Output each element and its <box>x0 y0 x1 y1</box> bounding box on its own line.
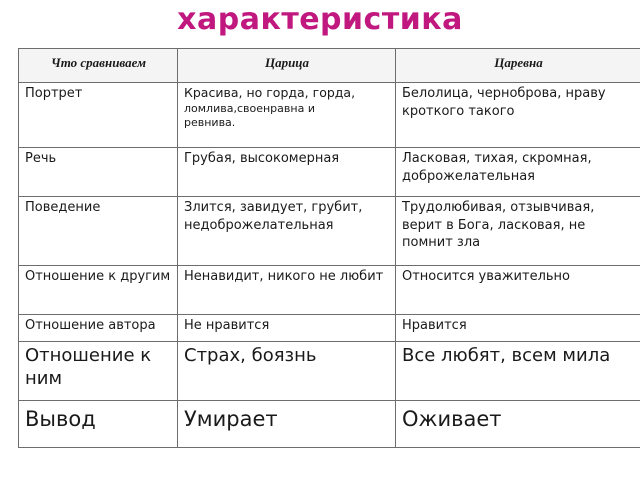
row-label-portrait: Портрет <box>19 83 178 148</box>
comparison-table <box>18 48 640 448</box>
table-row <box>19 315 640 342</box>
cell-tsaritsa-behavior: Злится, завидует, грубит, недоброжелательная <box>178 197 396 266</box>
cell-line: ревнива. <box>184 116 236 130</box>
cell-tsarevna-conclusion: Оживает <box>396 401 640 448</box>
table-row <box>19 266 640 315</box>
cell-tsarevna-attitude-to-them: Все любят, всем мила <box>396 342 640 401</box>
table-header-row <box>19 49 640 83</box>
cell-tsaritsa-speech: Грубая, высокомерная <box>178 148 396 197</box>
page-title: характеристика <box>177 2 463 37</box>
header-tsaritsa: Царица <box>178 49 396 83</box>
row-label-author-attitude: Отношение автора <box>19 315 178 342</box>
header-what-compared: Что сравниваем <box>19 49 178 83</box>
cell-tsarevna-author-attitude: Нравится <box>396 315 640 342</box>
cell-tsaritsa-author-attitude: Не нравится <box>178 315 396 342</box>
cell-tsaritsa-attitude-to-them: Страх, боязнь <box>178 342 396 401</box>
table-row <box>19 197 640 266</box>
table-row <box>19 342 640 401</box>
header-tsarevna: Царевна <box>396 49 640 83</box>
table-row <box>19 148 640 197</box>
cell-line: ломлива,своенравна и <box>184 101 315 115</box>
cell-tsarevna-behavior: Трудолюбивая, отзывчивая, верит в Бога, ласковая, не помнит зла <box>396 197 640 266</box>
cell-tsaritsa-conclusion: Умирает <box>178 401 396 448</box>
cell-tsaritsa-portrait <box>178 83 396 148</box>
table-row <box>19 83 640 148</box>
cell-tsarevna-portrait: Белолица, черноброва, нраву кроткого такого <box>396 83 640 148</box>
row-label-attitude-to-them: Отношение к ним <box>19 342 178 401</box>
row-label-speech: Речь <box>19 148 178 197</box>
cell-tsarevna-attitude-others: Относится уважительно <box>396 266 640 315</box>
table-row <box>19 401 640 448</box>
row-label-attitude-others: Отношение к другим <box>19 266 178 315</box>
cell-tsaritsa-attitude-others: Ненавидит, никого не любит <box>178 266 396 315</box>
row-label-conclusion: Вывод <box>19 401 178 448</box>
cell-line: Красива, но горда, горда, <box>184 85 356 100</box>
row-label-behavior: Поведение <box>19 197 178 266</box>
cell-tsarevna-speech: Ласковая, тихая, скромная, доброжелательная <box>396 148 640 197</box>
